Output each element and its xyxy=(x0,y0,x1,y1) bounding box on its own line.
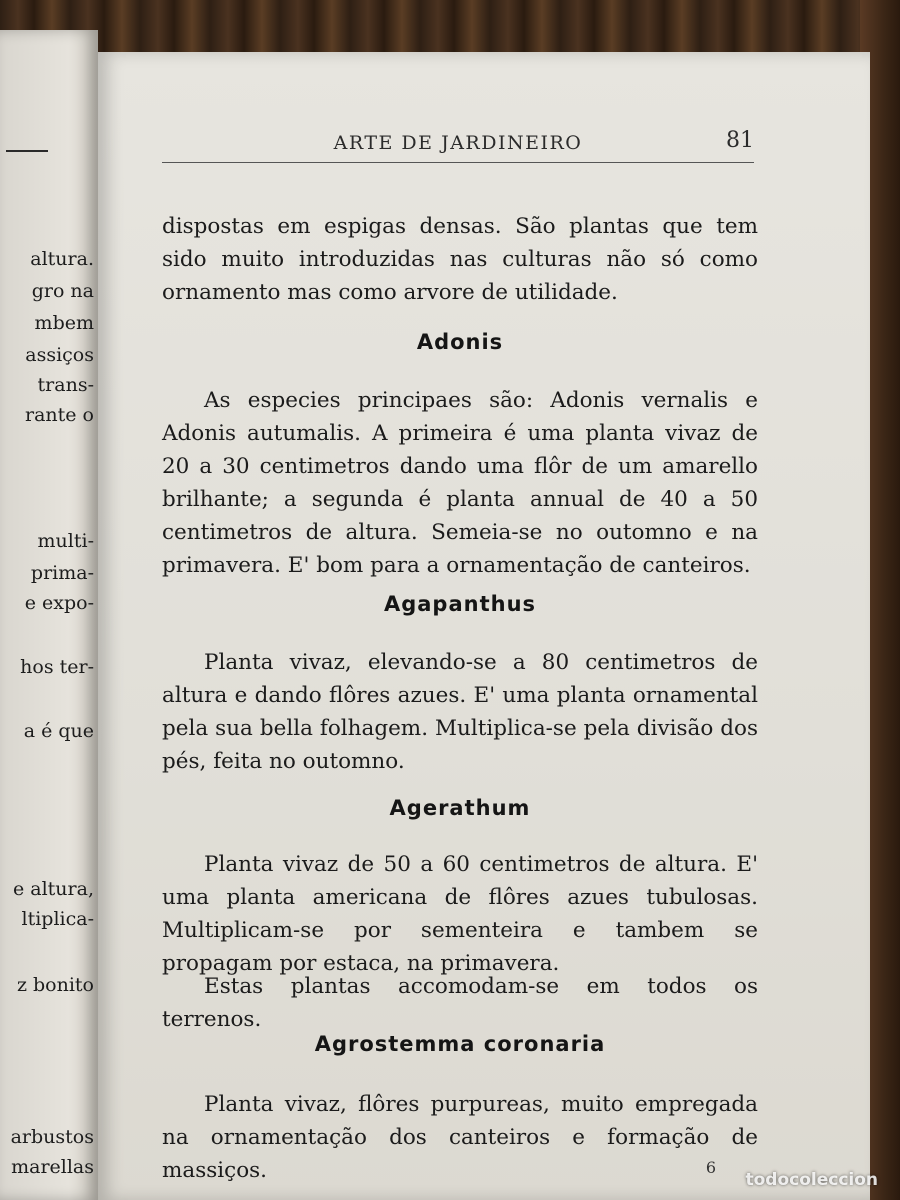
left-fragment: assiços xyxy=(25,344,94,366)
running-head-title: ARTE DE JARDINEIRO xyxy=(333,132,583,154)
left-fragment: z bonito xyxy=(16,974,94,996)
heading-agrostemma: Agrostemma coronaria xyxy=(314,1032,606,1056)
paragraph-intro: dispostas em espigas densas. São plantas que tem sido muito introduzidas nas culturas não só como ornamento mas como arvore de utilidade. xyxy=(162,214,758,305)
left-page-rule xyxy=(6,150,48,152)
left-fragment: marellas xyxy=(11,1156,94,1178)
heading-adonis: Adonis xyxy=(416,330,504,354)
left-fragment: prima- xyxy=(30,562,94,584)
left-fragment: arbustos xyxy=(10,1126,94,1148)
left-fragment: e altura, xyxy=(12,878,94,900)
paragraph-adonis: As especies principaes são: Adonis vernalis e Adonis autumalis. A primeira é uma planta vivaz de 20 a 30 centimetros dando uma flôr de um amarello brilhante; a segunda é planta annual de 40 a 50 centimetros de altura. Semeia-se no outomno e na primavera. E' bom para a ornamentação de canteiros. xyxy=(162,388,758,578)
left-fragment: e expo- xyxy=(24,592,94,614)
left-fragment: hos ter- xyxy=(20,656,94,678)
watermark-logo: todocoleccion xyxy=(745,1170,878,1190)
paragraph-agerathum: Planta vivaz de 50 a 60 centimetros de altura. E' uma planta americana de flôres azues tubulosas. Multiplicam-se por sementeira e tambem se propagam por estaca, na primavera. xyxy=(162,852,758,976)
left-fragment: a é que xyxy=(23,720,94,742)
paragraph-agrostemma: Planta vivaz, flôres purpureas, muito empregada na ornamentação dos canteiros e formação de massiços. xyxy=(162,1092,758,1183)
left-fragment: mbem xyxy=(34,312,94,334)
signature-mark: 6 xyxy=(705,1158,716,1177)
left-fragment: ltiplica- xyxy=(21,908,94,930)
left-fragment: multi- xyxy=(37,530,94,552)
header-rule xyxy=(162,162,754,163)
left-fragment: gro na xyxy=(31,280,94,302)
left-fragment: altura. xyxy=(30,248,94,270)
left-fragment: rante o xyxy=(24,404,94,426)
paragraph-agapanthus: Planta vivaz, elevando-se a 80 centimetros de altura e dando flôres azues. E' uma planta ornamental pela sua bella folhagem. Multiplica-se pela divisão dos pés, feita no outomno. xyxy=(162,650,758,774)
heading-agapanthus: Agapanthus xyxy=(383,592,537,616)
paragraph-terrenos: Estas plantas accomodam-se em todos os terrenos. xyxy=(162,974,758,1032)
running-head xyxy=(162,128,754,164)
page-number: 81 xyxy=(726,128,754,153)
heading-agerathum: Agerathum xyxy=(389,796,531,820)
book-page xyxy=(98,52,870,1200)
left-fragment: trans- xyxy=(37,374,94,396)
left-facing-page xyxy=(0,30,98,1200)
